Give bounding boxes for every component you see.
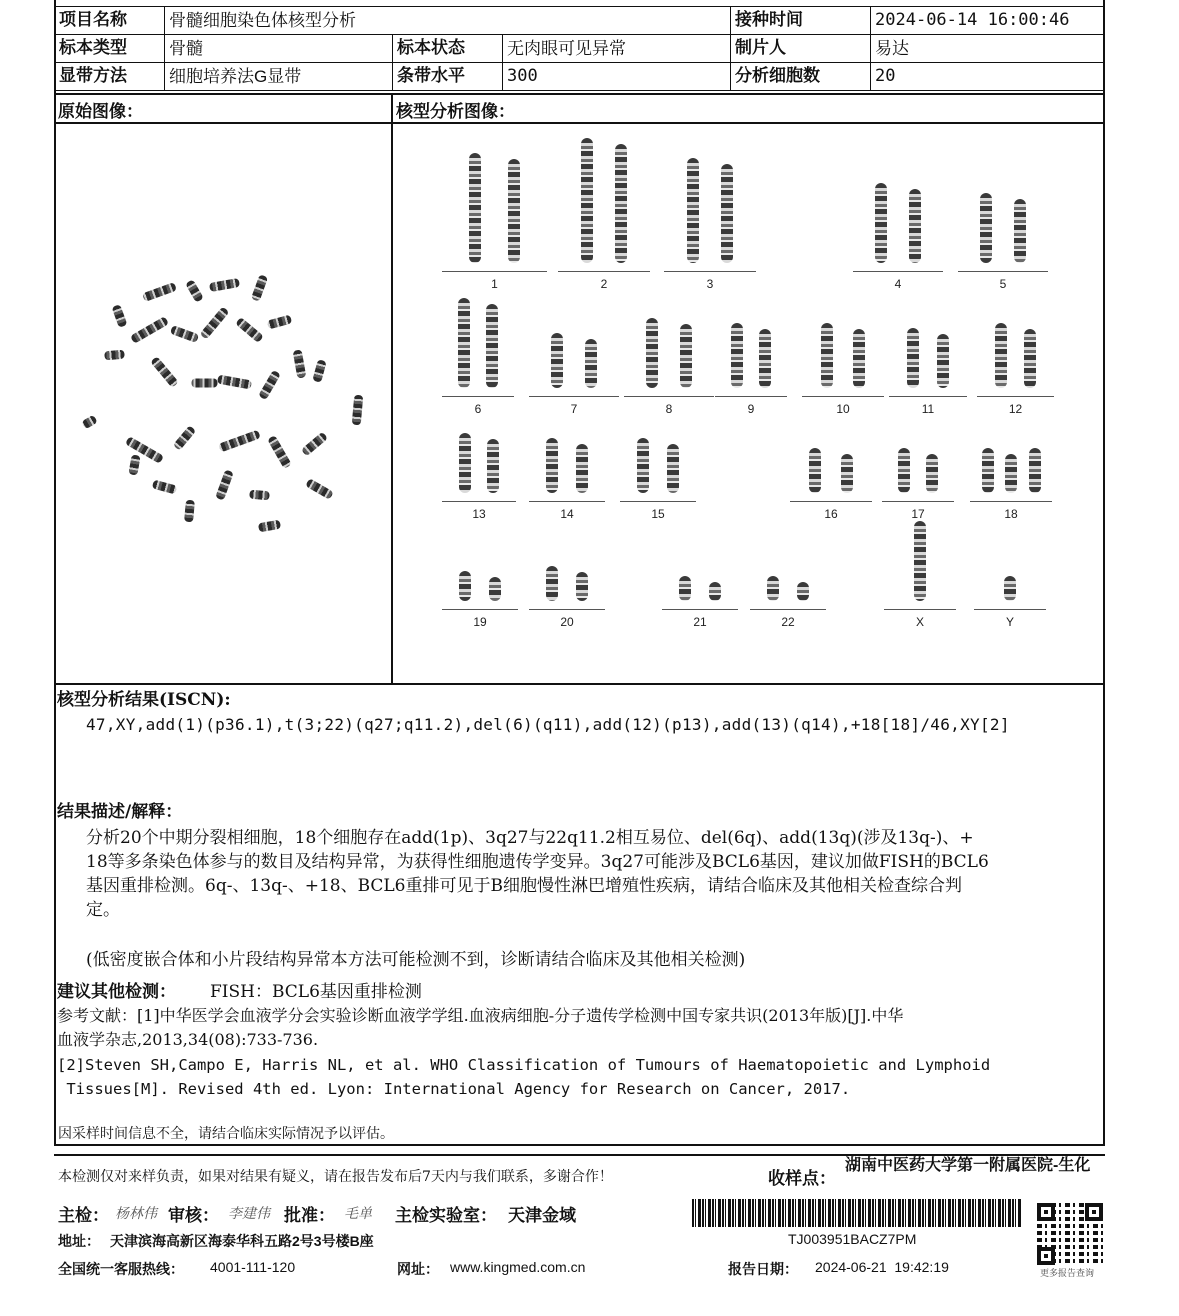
hotline-value: 4001-111-120 xyxy=(210,1259,296,1275)
chromosome-pair-8 xyxy=(624,324,714,424)
chromosome-pair-7 xyxy=(529,339,619,424)
approver-label: 批准： xyxy=(284,1206,335,1225)
karyotype-image xyxy=(392,122,1103,682)
collection-label: 收样点： xyxy=(768,1169,836,1188)
report-date-value: 2024-06-21 19:42:19 xyxy=(815,1259,949,1275)
chromosome-label: 3 xyxy=(706,277,714,291)
hotline-label: 全国统一客服热线： xyxy=(58,1261,184,1277)
chromosome-baseline xyxy=(442,271,547,272)
chromosome-label: 19 xyxy=(473,615,487,629)
chromosome-label: 12 xyxy=(1008,402,1023,416)
chromosome-pair-18 xyxy=(970,454,1052,529)
chromosome-baseline xyxy=(790,501,872,502)
report-barcode xyxy=(692,1199,1022,1227)
chromosome-baseline xyxy=(884,609,956,610)
chromosome xyxy=(937,334,949,388)
result-title: 核型分析结果(ISCN): xyxy=(57,690,231,710)
chromosome-pair-14 xyxy=(529,444,605,529)
chromosome-baseline xyxy=(715,396,787,397)
description-line: 分析20个中期分裂相细胞，18个细胞存在add(1p)、3q27与22q11.2相互易位、del(6q)、add(13q)(涉及13q-)、+ xyxy=(86,828,974,848)
chromosome xyxy=(875,183,887,263)
chromosome-baseline xyxy=(889,396,967,397)
website-link[interactable]: www.kingmed.com.cn xyxy=(450,1259,586,1275)
chromosome-label: 20 xyxy=(560,615,574,629)
chromosome-pair-21 xyxy=(662,582,738,637)
chromosome-baseline xyxy=(662,609,738,610)
chromosome xyxy=(898,448,910,493)
chromosome-baseline xyxy=(529,501,605,502)
barcode-text: TJ003951BACZ7PM xyxy=(788,1231,917,1247)
chromosome-baseline xyxy=(624,396,714,397)
chromosome xyxy=(907,328,919,388)
lab-value: 天津金域 xyxy=(508,1206,576,1225)
chromosome-label: 6 xyxy=(474,402,482,416)
chromosome xyxy=(1014,199,1026,263)
chromosome-pair-y xyxy=(974,582,1046,637)
original-image-title: 原始图像： xyxy=(58,102,143,122)
inoculation-time-value: 2024-06-14 16:00:46 xyxy=(871,7,1105,35)
chromosome-pair-20 xyxy=(529,572,605,637)
chromosome xyxy=(487,439,499,493)
chromosome-label: 14 xyxy=(560,507,574,521)
main-inspector-signature: 杨林伟 xyxy=(115,1206,157,1222)
chromosome-label: 13 xyxy=(472,507,486,521)
approver-signature: 毛单 xyxy=(344,1206,372,1222)
chromosome xyxy=(489,577,501,601)
chromosome-label: 9 xyxy=(747,402,755,416)
lab-label: 主检实验室： xyxy=(395,1206,497,1225)
cells-analyzed-value: 20 xyxy=(871,63,1105,91)
chromosome-baseline xyxy=(620,501,696,502)
website-label: 网址： xyxy=(397,1261,439,1277)
chromosome xyxy=(585,339,597,388)
chromosome xyxy=(797,582,809,601)
inoculation-time-label: 接种时间 xyxy=(731,7,871,35)
iscn-karyotype: 47,XY,add(1)(p36.1),t(3;22)(q27;q11.2),del(6)(q11),add(12)(p13),add(13)(q14),+18[18]/46,XY[2] xyxy=(86,715,1010,734)
chromosome-baseline xyxy=(558,271,650,272)
chromosome-label: 16 xyxy=(824,507,838,521)
chromosome xyxy=(581,138,593,263)
metaphase-image xyxy=(70,260,390,560)
chromosome xyxy=(914,521,926,601)
chromosome-label: Y xyxy=(1005,615,1014,629)
collection-value: 湖南中医药大学第一附属医院-生化 xyxy=(845,1157,1091,1174)
chromosome-pair-x xyxy=(884,527,956,637)
chromosome xyxy=(767,576,779,601)
chromosome-baseline xyxy=(529,609,605,610)
karyotype-image-title: 核型分析图像： xyxy=(396,102,515,122)
sample-type-label: 标本类型 xyxy=(55,35,165,63)
band-level-value: 300 xyxy=(503,63,731,91)
chromosome xyxy=(982,448,994,493)
chromosome-label: 8 xyxy=(665,402,673,416)
cells-analyzed-label: 分析细胞数 xyxy=(731,63,871,91)
chromosome xyxy=(546,566,558,601)
chromosome xyxy=(680,324,692,388)
sample-state-label: 标本状态 xyxy=(393,35,503,63)
description-line: 18等多条染色体参与的数目及结构异常，为获得性细胞遗传学变异。3q27可能涉及BCL6基因，建议加做FISH的BCL6 xyxy=(86,852,989,872)
chromosome-baseline xyxy=(977,396,1054,397)
chromosome xyxy=(1029,448,1041,493)
description-line: 基因重排检测。6q-、13q-、+18、BCL6重排可见于B细胞慢性淋巴增殖性疾病，请结合临床及其他相关检查综合判 xyxy=(86,876,962,896)
chromosome xyxy=(637,438,649,493)
reference-line: [2]Steven SH,Campo E, Harris NL, et al. WHO Classification of Tumours of Haematopoietic and Lymphoid xyxy=(57,1056,991,1074)
chromosome xyxy=(1024,329,1036,388)
divider xyxy=(54,93,1105,95)
chromosome xyxy=(731,323,743,388)
chromosome-pair-16 xyxy=(790,454,872,529)
project-value: 骨髓细胞染色体核型分析 xyxy=(165,7,731,35)
chromosome xyxy=(458,298,470,388)
disclaimer: 本检测仅对来样负责，如果对结果有疑义，请在报告发布后7天内与我们联系，多谢合作！ xyxy=(58,1169,613,1185)
address-label: 地址： xyxy=(58,1233,100,1249)
chromosome xyxy=(709,582,721,601)
chromosome-pair-17 xyxy=(882,454,954,529)
description-line: 定。 xyxy=(86,900,120,920)
chromosome-pair-3 xyxy=(664,164,756,299)
preparer-value: 易达 xyxy=(871,35,1105,63)
chromosome-label: 1 xyxy=(491,277,498,291)
sample-state-value: 无肉眼可见异常 xyxy=(503,35,731,63)
chromosome xyxy=(841,454,853,493)
chromosome-baseline xyxy=(442,501,516,502)
chromosome-pair-10 xyxy=(802,329,884,424)
report-date-label: 报告日期： xyxy=(728,1261,798,1277)
suggest-value: FISH：BCL6基因重排检测 xyxy=(210,982,422,1002)
chromosome xyxy=(486,304,498,388)
chromosome xyxy=(667,444,679,493)
chromosome xyxy=(546,438,558,493)
chromosome xyxy=(926,454,938,493)
chromosome-label: 21 xyxy=(693,615,707,629)
chromosome-pair-13 xyxy=(442,439,516,529)
preparer-label: 制片人 xyxy=(731,35,871,63)
band-level-label: 条带水平 xyxy=(393,63,503,91)
description-title: 结果描述/解释： xyxy=(57,802,183,822)
sample-type-value: 骨髓 xyxy=(165,35,393,63)
chromosome xyxy=(995,323,1007,388)
chromosome-label: 11 xyxy=(921,402,935,416)
chromosome-pair-9 xyxy=(715,329,787,424)
chromosome-baseline xyxy=(529,396,619,397)
chromosome-label: 5 xyxy=(999,277,1007,291)
chromosome xyxy=(853,329,865,388)
chromosome-pair-19 xyxy=(442,577,518,637)
reference-line: 血液学杂志,2013,34(08):733-736. xyxy=(57,1030,319,1049)
chromosome xyxy=(1005,454,1017,493)
chromosome xyxy=(508,159,520,263)
chromosome xyxy=(551,333,563,388)
detection-limit-note: (低密度嵌合体和小片段结构异常本方法可能检测不到，诊断请结合临床及其他相关检测) xyxy=(86,950,746,970)
reviewer-signature: 李建伟 xyxy=(228,1206,270,1222)
chromosome xyxy=(646,318,658,388)
reference-line: Tissues[M]. Revised 4th ed. Lyon: International Agency for Research on Cancer, 2017. xyxy=(57,1080,851,1098)
chromosome xyxy=(721,164,733,263)
chromosome xyxy=(759,329,771,388)
reference-line: 参考文献：[1]中华医学会血液学分会实验诊断血液学学组.血液病细胞-分子遗传学检测中国专家共识(2013年版)[J].中华 xyxy=(57,1006,904,1025)
chromosome xyxy=(576,572,588,601)
chromosome-label: 15 xyxy=(651,507,665,521)
chromosome xyxy=(909,189,921,263)
chromosome-pair-2 xyxy=(558,144,650,299)
chromosome-label: 10 xyxy=(836,402,850,416)
chromosome-label: 17 xyxy=(911,507,925,521)
sampling-note: 因采样时间信息不全，请结合临床实际情况予以评估。 xyxy=(58,1126,394,1142)
chromosome-baseline xyxy=(802,396,884,397)
chromosome xyxy=(809,448,821,493)
chromosome-label: 4 xyxy=(894,277,902,291)
chromosome-baseline xyxy=(970,501,1052,502)
chromosome-label: 2 xyxy=(600,277,608,291)
chromosome-baseline xyxy=(974,609,1046,610)
banding-method-label: 显带方法 xyxy=(55,63,165,91)
chromosome-pair-5 xyxy=(958,199,1048,299)
chromosome xyxy=(679,576,691,601)
chromosome xyxy=(615,144,627,263)
chromosome-baseline xyxy=(958,271,1048,272)
chromosome xyxy=(687,158,699,263)
qr-code[interactable] xyxy=(1037,1203,1103,1265)
chromosome xyxy=(821,323,833,388)
chromosome-pair-4 xyxy=(853,189,943,299)
chromosome xyxy=(469,153,481,263)
chromosome-baseline xyxy=(750,609,826,610)
chromosome-baseline xyxy=(664,271,756,272)
chromosome-baseline xyxy=(853,271,943,272)
main-inspector-label: 主检： xyxy=(58,1206,109,1225)
chromosome xyxy=(576,444,588,493)
chromosome xyxy=(1004,576,1016,601)
chromosome xyxy=(459,433,471,493)
project-label: 项目名称 xyxy=(55,7,165,35)
chromosome-pair-6 xyxy=(442,304,514,424)
chromosome-label: 22 xyxy=(781,615,795,629)
chromosome-baseline xyxy=(882,501,954,502)
chromosome-label: X xyxy=(915,615,924,629)
chromosome-pair-15 xyxy=(620,444,696,529)
qr-caption: 更多报告查询 xyxy=(1040,1268,1095,1278)
chromosome-pair-1 xyxy=(442,159,547,299)
reviewer-label: 审核： xyxy=(168,1206,219,1225)
chromosome-label: 18 xyxy=(1004,507,1018,521)
suggest-title: 建议其他检测： xyxy=(57,982,176,1002)
chromosome-pair-12 xyxy=(977,329,1054,424)
chromosome xyxy=(459,571,471,601)
chromosome-label: 7 xyxy=(570,402,578,416)
chromosome-baseline xyxy=(442,396,514,397)
chromosome-pair-22 xyxy=(750,582,826,637)
address-value: 天津滨海高新区海泰华科五路2号3号楼B座 xyxy=(110,1233,374,1249)
chromosome-baseline xyxy=(442,609,518,610)
banding-method-value: 细胞培养法G显带 xyxy=(165,63,393,91)
chromosome-pair-11 xyxy=(889,334,967,424)
chromosome xyxy=(980,193,992,263)
